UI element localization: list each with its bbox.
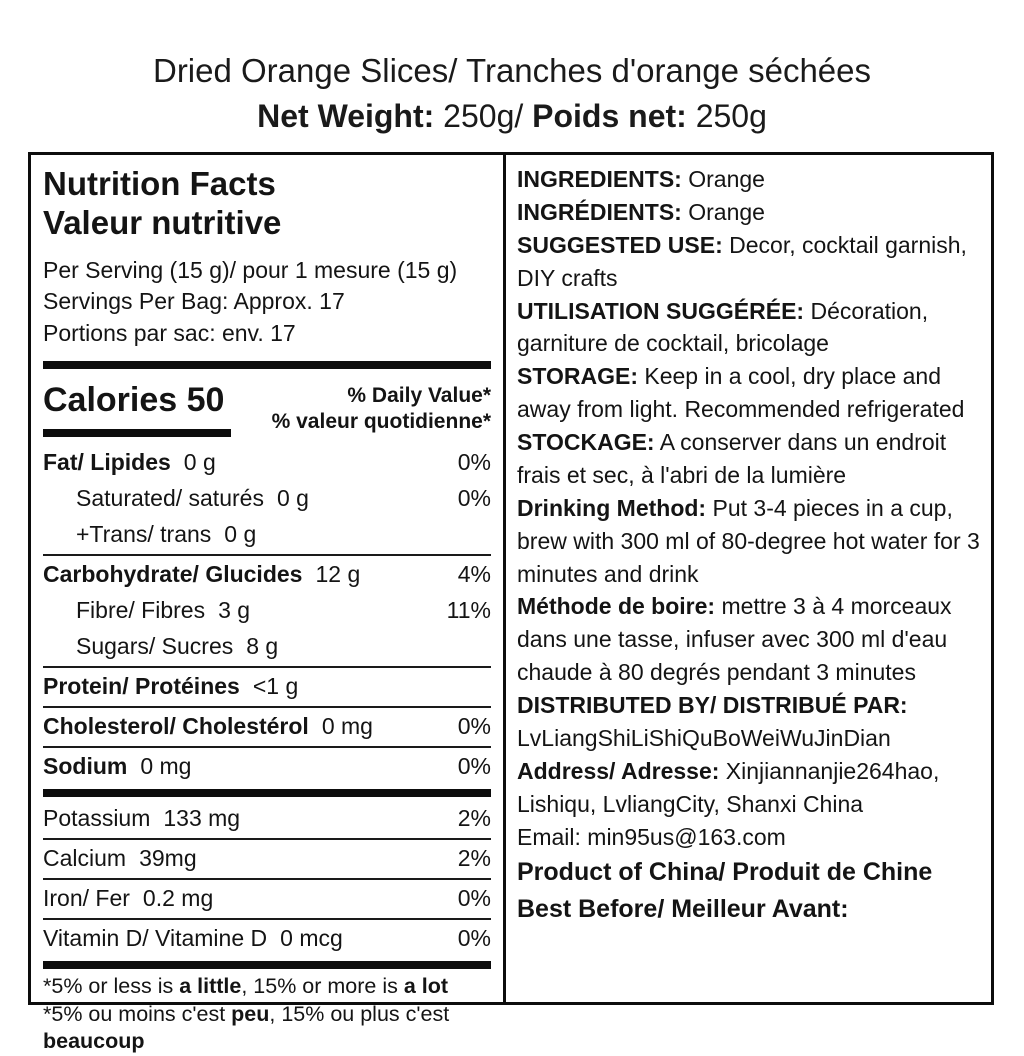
net-weight-value-en: 250g/ [434, 98, 533, 135]
info-suggested-use-fr: UTILISATION SUGGÉRÉE: Décoration, garniture de cocktail, bricolage [517, 297, 929, 357]
nutrient-row-iron: Iron/ Fer 0.2 mg 0% [43, 885, 491, 912]
label-box [28, 152, 994, 1054]
nutrient-row-carbohydrate: Carbohydrate/ Glucides 12 g 4% [43, 561, 491, 588]
info-drinking-method-fr: Méthode de boire: mettre 3 à 4 morceaux dans une tasse, infuser avec 300 ml d'eau chaude à 80 degrés pendant 3 minutes [517, 593, 952, 686]
info-address: Address/ Adresse: Xinjiannanjie264hao, Lishiqu, LvliangCity, Shanxi China [517, 757, 940, 817]
divider-thick-bottom [43, 961, 491, 969]
nutrition-facts-panel [31, 155, 506, 1054]
nutrient-row-calcium: Calcium 39mg 2% [43, 845, 491, 872]
nutrient-row-saturated: Saturated/ saturés 0 g 0% [76, 485, 491, 512]
nutrient-rows [43, 445, 491, 969]
divider-thin [43, 746, 491, 748]
nutrient-row-protein: Protein/ Protéines <1 g [43, 673, 299, 700]
footnote-fr: *5% ou moins c'est peu, 15% ou plus c'est beaucoup [43, 1001, 450, 1054]
divider-thin [43, 666, 491, 668]
divider-thin [43, 878, 491, 880]
calories-value: 50 [186, 381, 225, 420]
calories-block [43, 381, 491, 437]
calories [43, 381, 231, 437]
footnotes [43, 973, 491, 1056]
nutrient-row-potassium: Potassium 133 mg 2% [43, 805, 491, 832]
calories-underline [43, 429, 231, 437]
nutrition-facts-title-fr: Valeur nutritive [43, 203, 282, 241]
info-ingredients-en: INGREDIENTS: Orange [517, 166, 765, 192]
net-weight-label-fr: Poids net: [532, 98, 687, 135]
info-email: Email: min95us@163.com [517, 823, 786, 850]
divider-thick-middle [43, 789, 491, 797]
daily-value-header-fr: % valeur quotidienne* [271, 409, 491, 433]
nutrient-row-sugars: Sugars/ Sucres 8 g [76, 633, 279, 660]
divider-thick-top [43, 361, 491, 369]
divider-thin [43, 706, 491, 708]
footnote-en: *5% or less is a little, 15% or more is a lot [43, 974, 449, 999]
info-storage-fr: STOCKAGE: A conserver dans un endroit frais et sec, à l'abri de la lumière [517, 429, 947, 488]
nutrient-row-trans: +Trans/ trans 0 g [76, 521, 257, 548]
portions-par-sac-line: Portions par sac: env. 17 [43, 319, 296, 346]
per-serving-line: Per Serving (15 g)/ pour 1 mesure (15 g) [43, 257, 458, 284]
info-storage-en: STORAGE: Keep in a cool, dry place and away from light. Recommended refrigerated [517, 363, 965, 423]
net-weight-line [0, 96, 1024, 136]
page-header [0, 0, 1024, 136]
net-weight-value-fr: 250g [686, 98, 767, 135]
divider-thin [43, 918, 491, 920]
nutrient-row-sodium: Sodium 0 mg 0% [43, 753, 491, 780]
nutrient-row-cholesterol: Cholesterol/ Cholestérol 0 mg 0% [43, 713, 491, 740]
product-title: Dried Orange Slices/ Tranches d'orange séchées [152, 52, 872, 89]
info-distributed-by: DISTRIBUTED BY/ DISTRIBUÉ PAR: [517, 692, 908, 718]
daily-value-header [272, 381, 491, 434]
info-distributor-name: LvLiangShiLiShiQuBoWeiWuJinDian [517, 724, 891, 751]
product-info-panel [506, 155, 991, 1002]
nutrition-facts-title-en: Nutrition Facts [43, 165, 276, 202]
nutrient-row-fat: Fat/ Lipides 0 g 0% [43, 449, 491, 476]
info-drinking-method-en: Drinking Method: Put 3-4 pieces in a cup, brew with 300 ml of 80-degree hot water for 3 minutes and drink [517, 494, 980, 587]
servings-per-bag-line: Servings Per Bag: Approx. 17 [43, 288, 345, 315]
daily-value-header-en: % Daily Value* [347, 384, 491, 408]
nutrient-row-fibre: Fibre/ Fibres 3 g 11% [76, 597, 491, 624]
info-suggested-use-en: SUGGESTED USE: Decor, cocktail garnish, DIY crafts [517, 231, 967, 291]
calories-text [43, 381, 231, 420]
calories-label: Calories [43, 381, 178, 420]
nutrient-row-vitamin-d: Vitamin D/ Vitamine D 0 mcg 0% [43, 925, 491, 952]
divider-thin [43, 838, 491, 840]
serving-info [43, 255, 491, 349]
best-before-line: Best Before/ Meilleur Avant: [517, 895, 849, 924]
divider-thin [43, 554, 491, 556]
info-ingredients-fr: INGRÉDIENTS: Orange [517, 198, 765, 225]
net-weight-label-en: Net Weight: [257, 98, 435, 135]
product-of-line: Product of China/ Produit de Chine [517, 858, 933, 887]
